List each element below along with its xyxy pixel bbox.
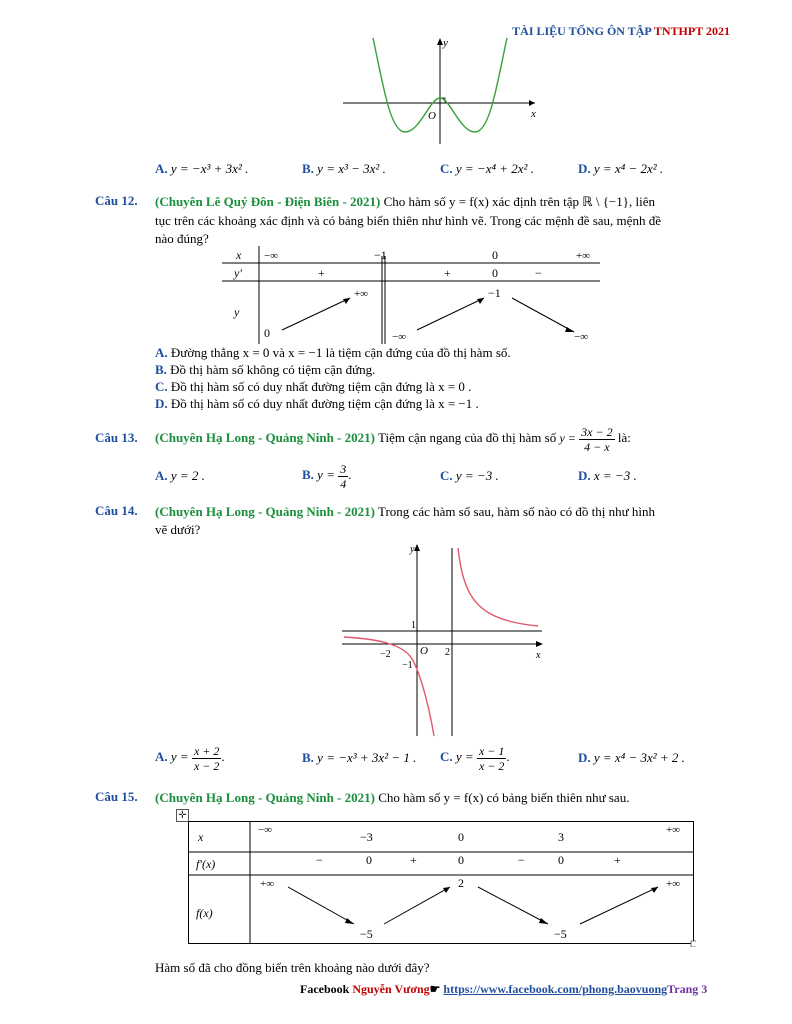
q14-option-d[interactable]: D. y = x⁴ − 3x² + 2 .: [578, 750, 685, 765]
q12-y-val-4: −1: [488, 286, 501, 300]
q13-option-d[interactable]: D. x = −3 .: [578, 468, 637, 483]
q15-fp-val-1: −: [316, 853, 323, 867]
q15-stem: (Chuyên Hạ Long - Quảng Ninh - 2021) Cho hàm số y = f(x) có bảng biến thiên như sau.: [155, 790, 630, 805]
q15-f-val-3: 2: [458, 876, 464, 890]
q14-x-label: x: [536, 650, 541, 661]
q12-yp-val-3: 0: [492, 266, 498, 280]
q13-option-c[interactable]: C. y = −3 .: [440, 468, 499, 483]
page-footer: Facebook Nguyễn Vương☛ https://www.facebook.com/phong.baovuongTrang 3: [300, 982, 708, 996]
q15-fp-val-5: −: [518, 853, 525, 867]
q15-f-val-5: +∞: [666, 878, 681, 890]
header-title-red: TNTHPT 2021: [653, 24, 730, 38]
q15-fp-val-4: 0: [458, 853, 464, 867]
q15-fp-val-3: +: [410, 853, 417, 867]
q14-stem-line1: (Chuyên Hạ Long - Quảng Ninh - 2021) Trong các hàm số sau, hàm số nào có đồ thị như hình: [155, 504, 655, 519]
q15-f-val-2: −5: [360, 927, 373, 941]
q12-stem-line3: nào đúng?: [155, 231, 209, 246]
q12-y-val-3: −∞: [392, 331, 407, 343]
q15-f-label: f(x): [196, 906, 213, 920]
q11-graph: [335, 34, 545, 146]
q12-x-val-1: −∞: [264, 250, 279, 262]
q14-neg-one-label: −1: [402, 660, 413, 671]
q11-option-c[interactable]: C. y = −x⁴ + 2x² .: [440, 161, 534, 176]
q14-option-c[interactable]: C. y = $\frac{x - 1}{x - 2}$ .: [440, 743, 510, 773]
q14-stem-line2: vẽ dưới?: [155, 522, 201, 537]
q12-y-val-1: +∞: [354, 288, 369, 300]
q15-x-val-4: 3: [558, 830, 564, 844]
q15-fp-val-2: 0: [366, 853, 372, 867]
q14-origin-label: O: [420, 645, 428, 657]
q12-yprime-label: y′: [234, 266, 242, 280]
pointing-hand-icon: ☛: [429, 982, 444, 996]
q15-variation-table: [188, 821, 696, 947]
q15-fp-val-7: +: [614, 853, 621, 867]
q13-option-a[interactable]: A. y = 2 .: [155, 468, 205, 483]
q15-question: Hàm số đã cho đồng biến trên khoảng nào dưới đây?: [155, 960, 430, 975]
q12-option-a[interactable]: A. Đường thẳng x = 0 và x = −1 là tiệm cận đứng của đồ thị hàm số.: [155, 345, 511, 360]
q12-x-val-4: +∞: [576, 250, 591, 262]
q15-x-label: x: [198, 830, 204, 844]
q13-option-b[interactable]: B. y = $\frac{3}{4}$ .: [302, 461, 352, 491]
q15-fprime-label: f′(x): [196, 857, 216, 871]
q11-option-b[interactable]: B. y = x³ − 3x² .: [302, 161, 386, 176]
q15-label: Câu 15.: [95, 789, 138, 804]
q12-stem-line1: (Chuyên Lê Quý Đôn - Điện Biên - 2021) Cho hàm số y = f(x) xác định trên tập ℝ \ {−1}, liên: [155, 194, 655, 209]
q13-label: Câu 13.: [95, 430, 138, 445]
q14-label: Câu 14.: [95, 503, 138, 518]
q11-option-a[interactable]: A. y = −x³ + 3x² .: [155, 161, 249, 176]
q14-neg-two-label: −2: [380, 649, 391, 660]
q11-origin-label: O: [428, 110, 436, 122]
q12-y-val-5: −∞: [574, 331, 589, 343]
q11-y-label: y: [443, 37, 448, 49]
q15-x-val-3: 0: [458, 830, 464, 844]
q15-f-val-4: −5: [554, 927, 567, 941]
q15-x-val-5: +∞: [666, 824, 681, 836]
q12-stem-line2: tục trên các khoảng xác định và có bảng biến thiên như hình vẽ. Trong các mệnh đề sau, mệnh đề: [155, 213, 661, 228]
q12-x-val-2: −1: [374, 248, 387, 262]
q11-x-label: x: [531, 108, 536, 120]
q11-option-d[interactable]: D. y = x⁴ − 2x² .: [578, 161, 664, 176]
q12-variation-table: [222, 246, 602, 346]
q14-two-label: 2: [445, 647, 450, 658]
q15-fp-val-6: 0: [558, 853, 564, 867]
q14-y-label: y: [410, 544, 415, 555]
q14-option-b[interactable]: B. y = −x³ + 3x² − 1 .: [302, 750, 417, 765]
q12-option-c[interactable]: C. Đồ thị hàm số có duy nhất đường tiệm cận đứng là x = 0 .: [155, 379, 472, 394]
q15-f-val-1: +∞: [260, 878, 275, 890]
table-move-handle-icon[interactable]: ✛: [176, 809, 189, 822]
q12-y-label: y: [234, 305, 240, 319]
q14-one-label: 1: [411, 620, 416, 631]
q12-x-label: x: [236, 248, 242, 262]
q13-function-fraction: $\frac{3x - 2}{4 - x}$: [581, 424, 613, 454]
header-title: TÀI LIỆU TỔNG ÔN TẬP: [512, 24, 654, 38]
q13-stem: (Chuyên Hạ Long - Quảng Ninh - 2021) Tiệm cận ngang của đồ thị hàm số y = $\frac{3x - 2}{4 - x}$ là:: [155, 424, 631, 454]
q12-option-d[interactable]: D. Đồ thị hàm số có duy nhất đường tiệm cận đứng là x = −1 .: [155, 396, 479, 411]
q12-yp-val-4: −: [535, 266, 542, 280]
q12-y-val-2: 0: [264, 326, 270, 340]
q14-option-a[interactable]: A. y = $\frac{x + 2}{x - 2}$ .: [155, 743, 225, 773]
q12-yp-val-1: +: [318, 266, 325, 280]
page-number: Trang 3: [667, 982, 708, 996]
q12-yp-val-2: +: [444, 266, 451, 280]
q12-label: Câu 12.: [95, 193, 138, 208]
q14-graph: [338, 540, 548, 738]
q12-x-val-3: 0: [492, 248, 498, 262]
q15-x-val-2: −3: [360, 830, 373, 844]
facebook-link[interactable]: https://www.facebook.com/phong.baovuong: [443, 982, 668, 996]
q15-x-val-1: −∞: [258, 824, 273, 836]
q12-option-b[interactable]: B. Đồ thị hàm số không có tiệm cận đứng.: [155, 362, 376, 377]
